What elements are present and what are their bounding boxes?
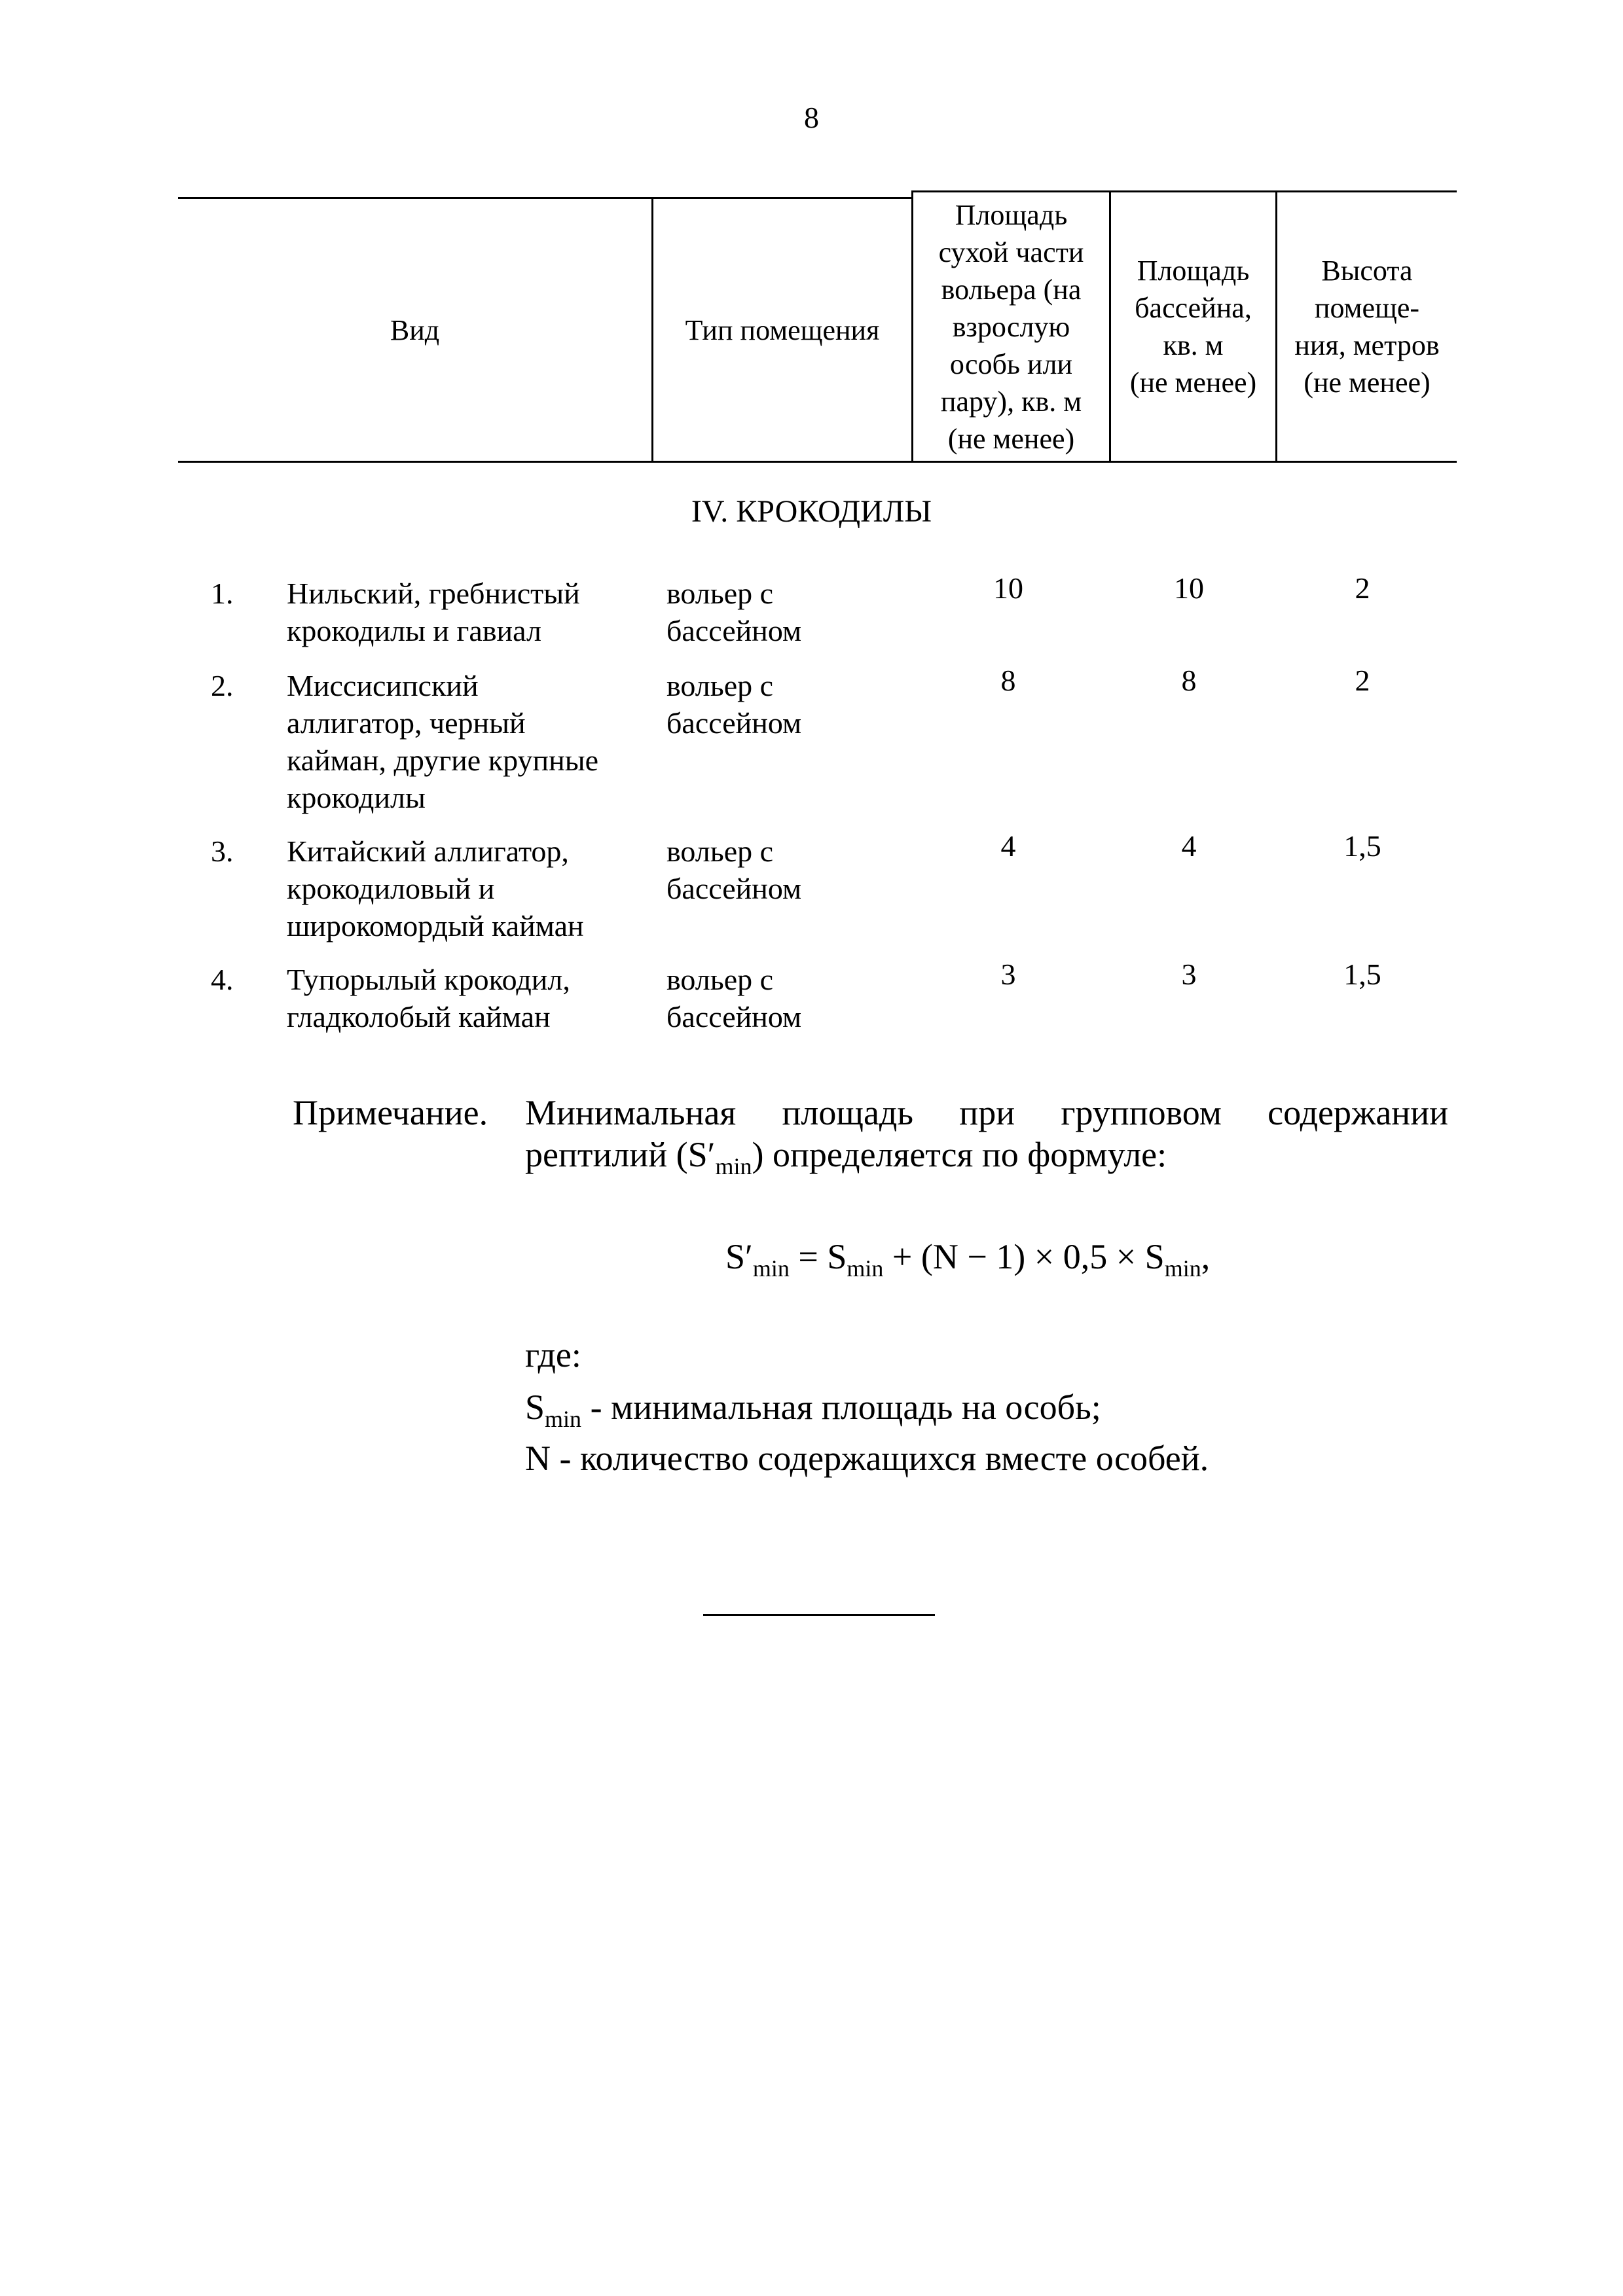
row-4-number: 4. (211, 963, 234, 996)
header-height: Высота помеще- ния, метров (не менее) (1294, 255, 1440, 399)
row-4-species: Тупорылый крокодил, гладколобый кайман (287, 963, 570, 1033)
where-label: где: (525, 1335, 581, 1374)
row-3-dry-area: 4 (1000, 829, 1016, 863)
header-room-type: Тип помещения (685, 314, 880, 346)
row-3-number: 3. (211, 834, 234, 868)
row-2-dry-area: 8 (1000, 664, 1016, 697)
row-1-room: вольер с бассейном (666, 577, 802, 647)
row-3-room: вольер с бассейном (666, 834, 802, 905)
note-line-1: Минимальная площадь при групповом содержании (525, 1093, 1448, 1132)
row-4-pool-area: 3 (1181, 958, 1197, 991)
row-4-room: вольер с бассейном (666, 963, 802, 1033)
row-3-pool-area: 4 (1181, 829, 1197, 863)
section-title: IV. КРОКОДИЛЫ (691, 494, 932, 529)
header-pool-area: Площадь бассейна, кв. м (не менее) (1129, 255, 1257, 399)
row-2-room: вольер с бассейном (666, 669, 802, 740)
row-1-pool-area: 10 (1174, 571, 1204, 605)
row-3-height: 1,5 (1343, 829, 1381, 863)
note-text (525, 1092, 1448, 1187)
definition-smin: $S_{min}$ - минимальная площадь на особь; (525, 1388, 1101, 1432)
table-header-bottom-rule (178, 461, 1457, 463)
page-number: 8 (804, 101, 819, 134)
header-species: Вид (390, 314, 440, 346)
row-2-number: 2. (211, 669, 234, 702)
formula: $S'_{min} = S_{min} + (N - 1) \times 0,5 \times S_{min}$, (725, 1237, 1211, 1282)
row-2-height: 2 (1355, 664, 1370, 697)
row-1-dry-area: 10 (993, 571, 1023, 605)
row-1-number: 1. (211, 577, 234, 610)
row-2-species: Миссисипский аллигатор, черный кайман, другие крупные крокодилы (287, 669, 599, 814)
row-3-species: Китайский аллигатор, крокодиловый и широкомордый кайман (287, 834, 584, 942)
row-1-species: Нильский, гребнистый крокодилы и гавиал (287, 577, 580, 647)
row-1-height: 2 (1355, 571, 1370, 605)
header-dry-area: Площадь сухой части вольера (на взрослую особь или пару), кв. м (не менее) (938, 198, 1084, 455)
note-line-2: рептилий $(S'_{min})$ определяется по формуле: (525, 1135, 1167, 1179)
row-4-height: 1,5 (1343, 958, 1381, 991)
definition-n: N - количество содержащихся вместе особей. (525, 1439, 1209, 1478)
closing-rule (703, 1614, 935, 1616)
note-label: Примечание. (293, 1093, 488, 1132)
row-4-dry-area: 3 (1000, 958, 1016, 991)
row-2-pool-area: 8 (1181, 664, 1197, 697)
